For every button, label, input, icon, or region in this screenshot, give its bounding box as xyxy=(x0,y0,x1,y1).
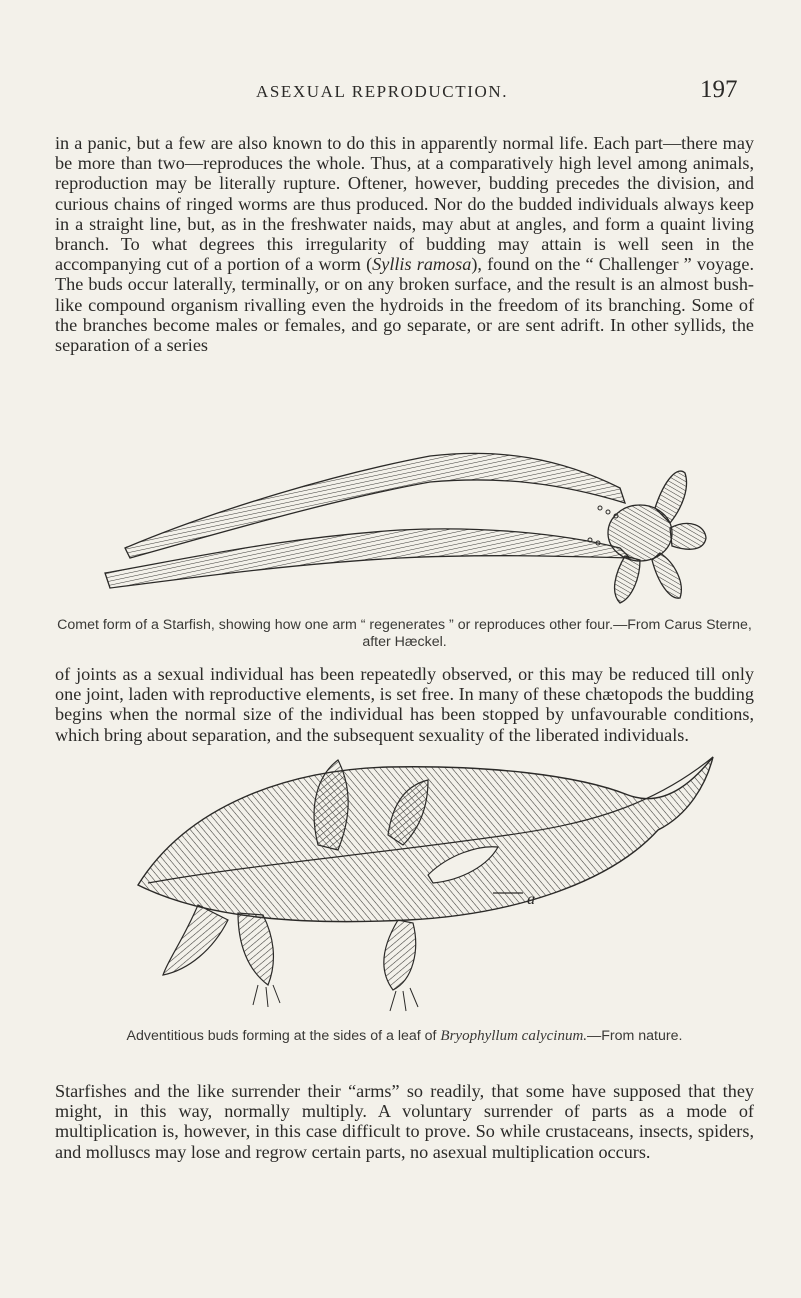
paragraph-2: of joints as a sexual individual has been repeatedly observed, or this may be reduced till only one joint, laden with reproductive elements, is set free. In many of these chætopods the budding begins when the normal size of the individual has been stopped by unfavourable conditions, which bring about separation, and the subsequent sexuality of the liberated individuals. xyxy=(55,664,754,745)
running-head: ASEXUAL REPRODUCTION. xyxy=(256,82,509,101)
figure-2-caption xyxy=(55,1028,754,1045)
paragraph-3: Starfishes and the like surrender their “arms” so readily, that some have supposed that they might, in this way, normally multiply. A voluntary surrender of parts as a mode of multiplication is, however, in this case difficult to prove. So while crustaceans, insects, spiders, and molluscs may lose and regrow certain parts, no asexual multiplication occurs. xyxy=(55,1081,754,1162)
starfish-comet-illustration xyxy=(100,448,710,613)
figure-2-caption-text-a: Adventitious buds forming at the sides of a leaf of xyxy=(126,1028,441,1044)
paragraph-1-text-a: in a panic, but a few are also known to do this in apparently normal life. Each part—there may be more than two—reproduces the whole. Thus, at a comparatively high level among animals, reproduction may be literally rupture. Oftener, however, budding precedes the division, and curious chains of ringed worms are thus produced. Nor do the budded individuals always keep in a straight line, but, as in the freshwater naids, may abut at angles, and form a quaint living branch. To what degrees this irregularity of budding may attain is well seen in the accompanying cut of a portion of a worm ( xyxy=(55,133,754,275)
figure-2-label-a: a xyxy=(527,891,535,908)
species-name-syllis: Syllis ramosa xyxy=(372,254,472,275)
species-name-bryophyllum: Bryophyllum calycinum. xyxy=(440,1028,588,1044)
figure-1-caption: Comet form of a Starfish, showing how one arm “ regenerates ” or reproduces other four.—From Carus Sterne, after Hæckel. xyxy=(57,617,752,650)
page-number: 197 xyxy=(700,76,738,103)
paragraph-1 xyxy=(55,133,754,355)
bryophyllum-leaf-illustration xyxy=(128,755,728,1015)
figure-2-caption-text-b: —From nature. xyxy=(587,1028,683,1044)
paragraph-1-text-b: ), found on the “ Challenger ” voyage. The buds occur laterally, terminally, or on any broken surface, and the result is an almost bush-like compound organism rivalling even the hydroids in the freedom of its branching. Some of the branches become males or females, and go separate, or are sent adrift. In other syllids, the separation of a series xyxy=(55,254,754,356)
